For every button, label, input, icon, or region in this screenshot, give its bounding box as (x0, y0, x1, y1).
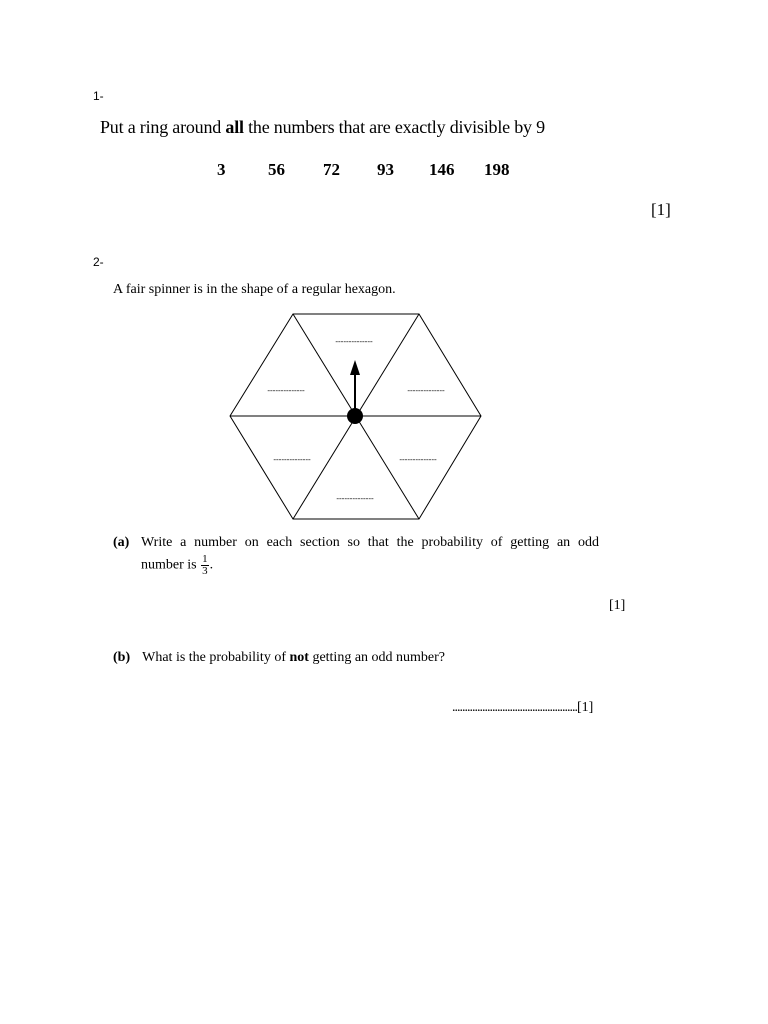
section-blank-lower-left: -------------- (273, 455, 311, 464)
spinner-arrow (350, 360, 360, 416)
question-1-number: 1- (93, 89, 104, 103)
question-2-intro: A fair spinner is in the shape of a regular hexagon. (113, 282, 396, 297)
part-a-period: . (209, 557, 214, 573)
prompt-text-bold: all (225, 117, 244, 137)
fraction-denominator: 3 (202, 565, 208, 577)
question-1-prompt (100, 117, 545, 138)
number-option[interactable]: 198 (484, 160, 510, 179)
section-blank-upper-left: -------------- (267, 386, 305, 395)
number-option[interactable]: 3 (217, 160, 226, 179)
prompt-text-start: Put a ring around (100, 117, 226, 137)
question-1-marks: [1] (651, 200, 671, 219)
part-b-label: (b) (113, 650, 131, 665)
part-a-label: (a) (113, 535, 130, 550)
section-blank-upper-right: -------------- (407, 386, 445, 395)
part-a-marks: [1] (609, 598, 626, 613)
answer-line[interactable]: .................................................. (452, 700, 577, 715)
hexagon-spinner-diagram (228, 312, 484, 524)
part-a-line-2 (141, 554, 213, 577)
number-option[interactable]: 72 (323, 160, 340, 179)
part-b-text-start: What is the probability of (142, 650, 290, 665)
part-b-text-bold: not (289, 650, 309, 665)
number-option[interactable]: 93 (377, 160, 394, 179)
part-a-text: Write a number on each section so that the probability of getting an odd (141, 535, 599, 550)
prompt-text-end: the numbers that are exactly divisible by 9 (243, 117, 545, 137)
number-option[interactable]: 56 (268, 160, 285, 179)
part-b-answer-row (452, 700, 593, 716)
fraction-one-third (201, 554, 209, 577)
section-blank-top: -------------- (335, 337, 373, 346)
fraction-numerator: 1 (202, 553, 208, 565)
section-blank-bottom: -------------- (336, 494, 374, 503)
section-blank-lower-right: -------------- (399, 455, 437, 464)
number-option[interactable]: 146 (429, 160, 455, 179)
part-a-text-cont: number is (141, 557, 197, 573)
part-b-text-end: getting an odd number? (308, 650, 446, 665)
spinner-pivot (347, 408, 363, 424)
number-list (0, 160, 768, 184)
part-b-marks: [1] (577, 700, 594, 715)
question-2-number: 2- (93, 255, 104, 269)
part-b-line (113, 650, 445, 666)
